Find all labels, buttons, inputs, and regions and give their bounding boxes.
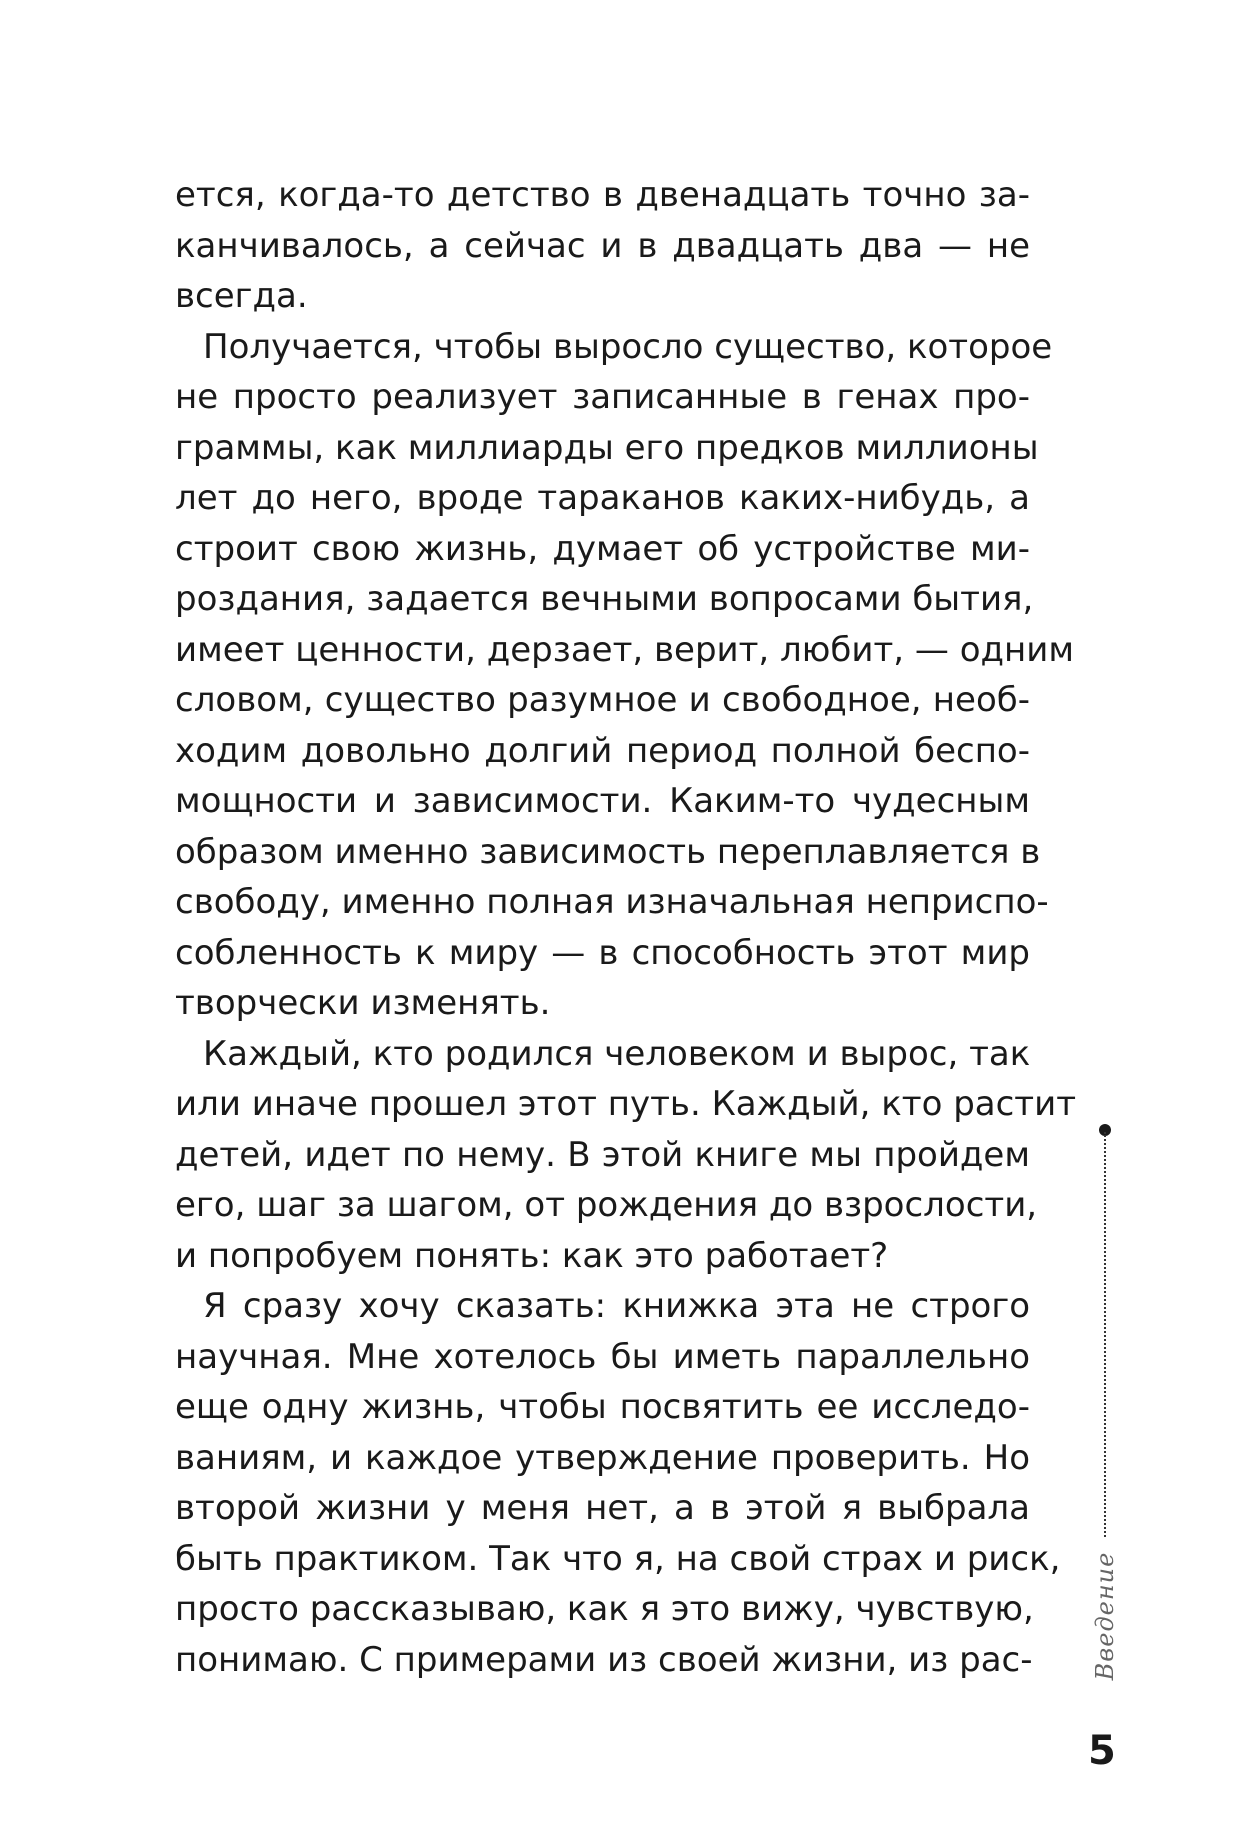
text-line: мощности и зависимости. Каким-то чудесным [175,781,1030,821]
text-line: роздания, задается вечными вопросами бытия, [175,579,1034,619]
text-line: или иначе прошел этот путь. Каждый, кто растит [175,1084,1077,1124]
text-line: не просто реализует записанные в генах про- [175,377,1030,417]
text-line: его, шаг за шагом, от рождения до взрослости, [175,1185,1038,1225]
text-line: канчивалось, а сейчас и в двадцать два — не [175,225,1030,266]
text-line: лет до него, вроде тараканов каких-нибудь, а [175,478,1030,518]
text-line: понимаю. С примерами из своей жизни, из рас- [175,1639,1033,1680]
text-line: Получается, чтобы выросло существо, которое [203,326,1053,367]
side-rule [1104,1132,1106,1537]
text-line: еще одну жизнь, чтобы посвятить ее исследо- [175,1387,1030,1427]
text-line: ходим довольно долгий период полной беспо- [175,730,1030,771]
text-line: граммы, как миллиарды его предков миллионы [175,427,1039,468]
text-line: творчески изменять. [175,983,551,1023]
text-line: свободу, именно полная изначальная неприспо- [175,882,1049,922]
text-line: просто рассказываю, как я это вижу, чувствую, [175,1589,1034,1629]
text-line: ется, когда-то детство в двенадцать точно за- [175,175,1030,215]
text-line: детей, идет по нему. В этой книге мы пройдем [175,1134,1030,1175]
text-line: научная. Мне хотелось бы иметь параллельно [175,1336,1030,1377]
text-line: образом именно зависимость переплавляется в [175,831,1041,872]
text-line: Я сразу хочу сказать: книжка эта не строго [203,1286,1030,1326]
text-line: и попробуем понять: как это работает? [175,1235,889,1276]
body-text [175,170,1077,1685]
text-line: собленность к миру — в способность этот мир [175,932,1030,973]
text-line: Каждый, кто родился человеком и вырос, так [203,1033,1031,1074]
chapter-label: Введение [1091,1551,1119,1681]
text-line: быть практиком. Так что я, на свой страх и риск, [175,1538,1061,1579]
text-line: имеет ценности, дерзает, верит, любит, — одним [175,629,1074,670]
text-line: ваниям, и каждое утверждение проверить. Но [175,1437,1030,1478]
text-line: словом, существо разумное и свободное, необ- [175,680,1030,720]
text-line: второй жизни у меня нет, а в этой я выбрала [175,1488,1030,1528]
page-number: 5 [1088,1728,1116,1774]
text-line: всегда. [175,276,308,316]
text-line: строит свою жизнь, думает об устройстве ми- [175,528,1030,569]
